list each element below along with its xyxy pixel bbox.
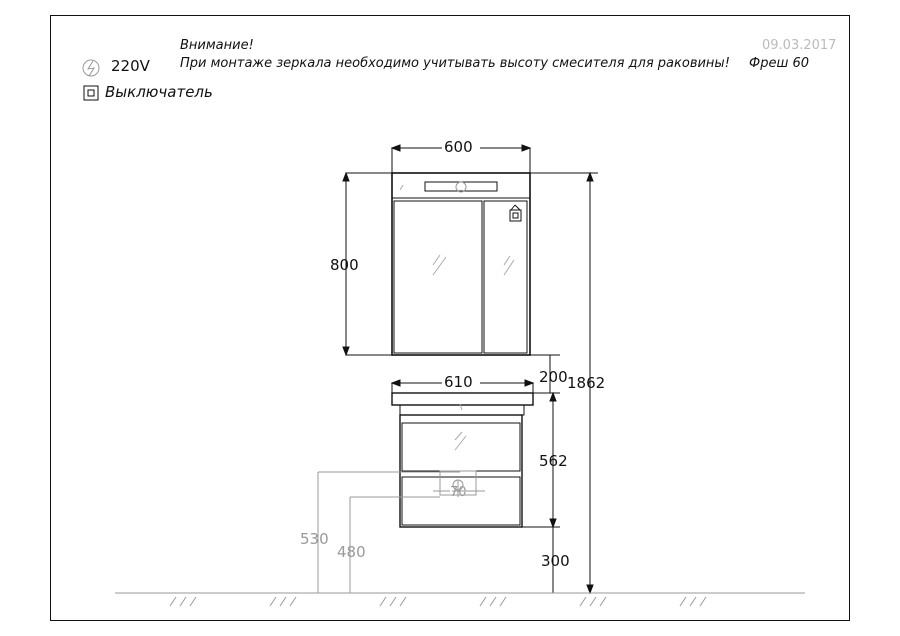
drawing-date: 09.03.2017 — [762, 38, 837, 53]
mirror-height-dim: 800 — [330, 256, 359, 274]
switch-label: Выключатель — [105, 83, 213, 101]
floor-gap-dim: 300 — [541, 552, 570, 570]
mirror-cabinet — [392, 173, 530, 355]
floor-line — [115, 593, 805, 606]
cabinet-height-dim: 562 — [539, 452, 568, 470]
pipe-height-2-dim: 480 — [337, 543, 366, 561]
pipe-height-1-dim: 530 — [300, 530, 329, 548]
model-name: Фреш 60 — [749, 56, 810, 71]
cabinet-width-dim: 610 — [444, 373, 473, 391]
lightning-icon — [83, 60, 99, 76]
switch-icon — [84, 86, 98, 100]
pipe-offset-dim: 70 — [450, 485, 467, 500]
total-height-dim: 1862 — [567, 374, 606, 392]
warning-text: При монтаже зеркала необходимо учитывать высоту смесителя для раковины! — [180, 56, 730, 71]
mirror-width-dim: 600 — [444, 138, 473, 156]
gap-dim: 200 — [539, 368, 568, 386]
warning-title: Внимание! — [180, 38, 254, 53]
vanity-cabinet — [392, 393, 533, 527]
power-label: 220V — [111, 57, 150, 75]
